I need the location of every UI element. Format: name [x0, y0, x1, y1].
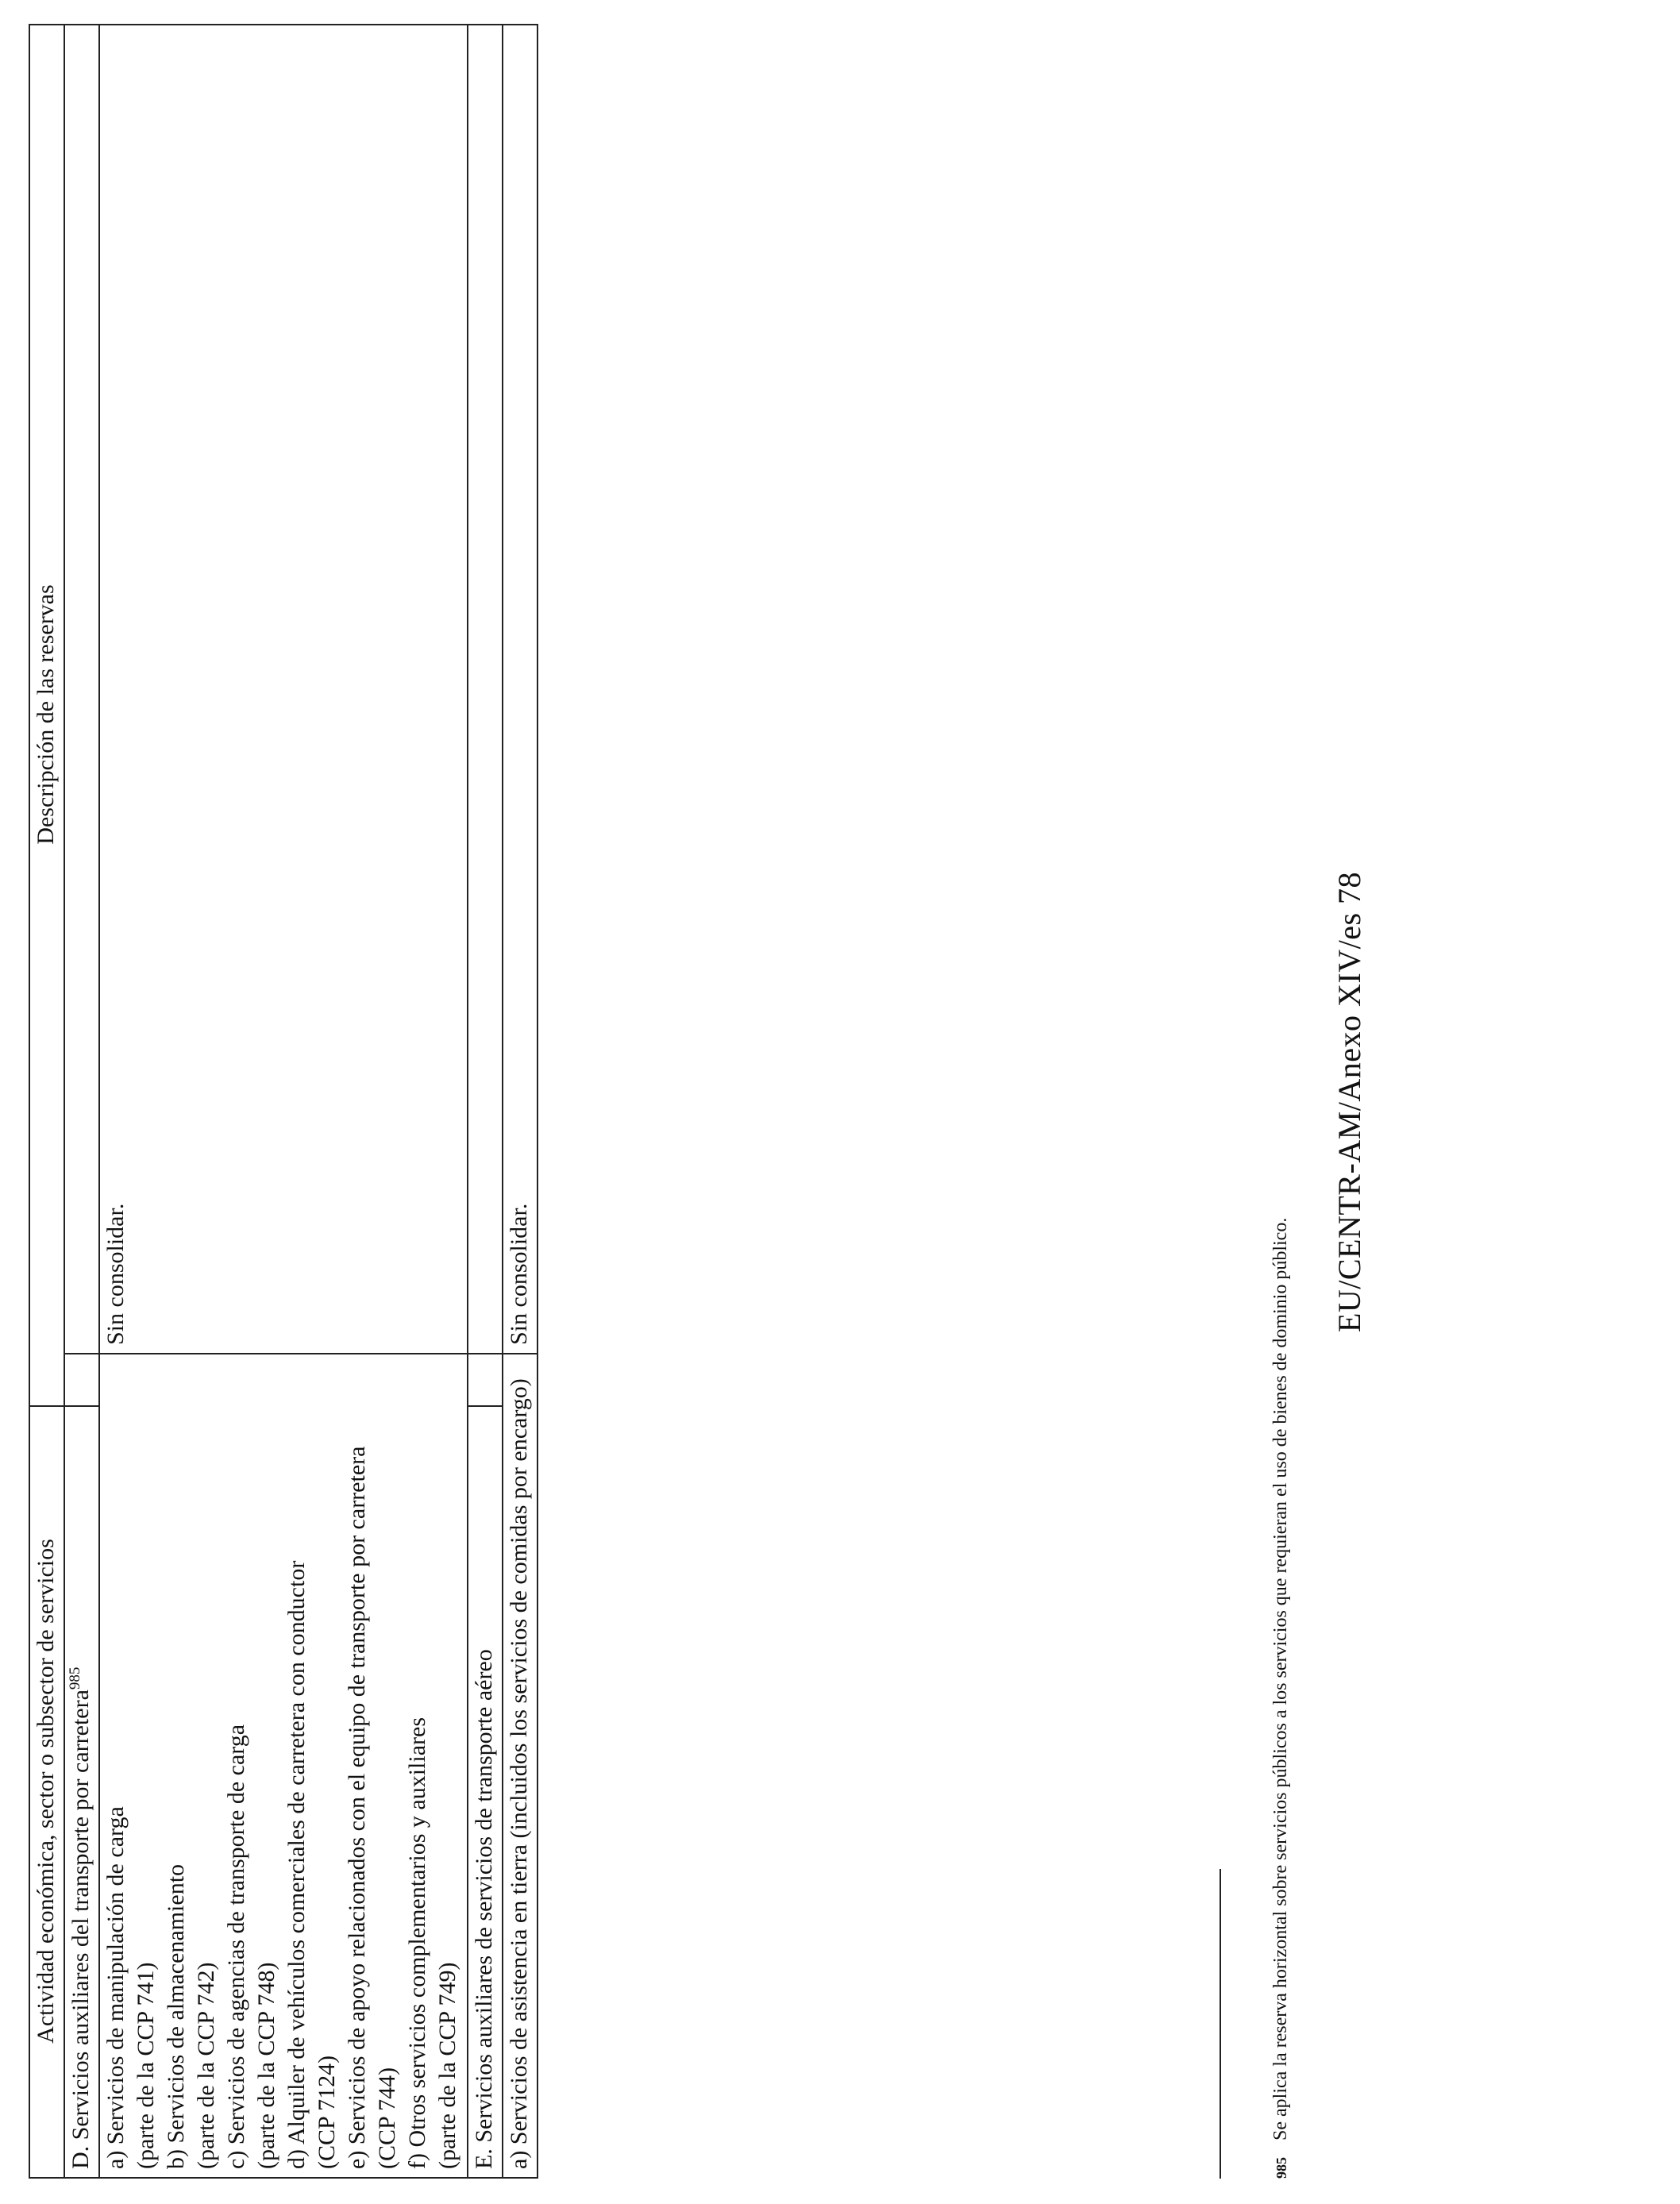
list-item: (CCP 7124) — [314, 2055, 340, 2169]
empty-cell — [64, 1354, 99, 1406]
table-header-row — [29, 25, 64, 2178]
section-d-items-row — [99, 25, 468, 2178]
column-header-activity: Actividad económica, sector o subsector de servicios — [29, 1406, 64, 2178]
column-header-description: Descripción de las reservas — [29, 25, 64, 1406]
section-e-reservation: Sin consolidar. — [503, 25, 538, 1354]
section-d-items — [99, 1354, 468, 2178]
reservations-table — [29, 24, 538, 2179]
footnote — [1270, 1218, 1292, 2179]
section-d-title-row — [64, 25, 99, 2178]
list-item: (parte de la CCP 742) — [193, 1962, 219, 2169]
list-item: f) Otros servicios complementarios y auxiliares — [404, 1717, 430, 2169]
footnote-text: Se aplica la reserva horizontal sobre servicios públicos a los servicios que requieran el uso de bienes de dominio público. — [1270, 1217, 1291, 2140]
list-item: e) Servicios de apoyo relacionados con el equipo de transporte por carretera — [344, 1446, 370, 2169]
list-item: a) Servicios de manipulación de carga — [102, 1806, 129, 2169]
footnote-ref: 985 — [67, 1666, 83, 1690]
section-e-title: E. Servicios auxiliares de servicios de transporte aéreo — [468, 1406, 503, 2178]
section-d-title — [64, 1406, 99, 2178]
list-item: (parte de la CCP 748) — [253, 1962, 279, 2169]
list-item: b) Servicios de almacenamiento — [163, 1863, 189, 2169]
list-item: (parte de la CCP 741) — [133, 1962, 159, 2169]
list-item: (CCP 744) — [374, 2067, 400, 2169]
section-e-item: a) Servicios de asistencia en tierra (incluidos los servicios de comidas por encargo) — [503, 1354, 538, 2178]
section-d-title-text: D. Servicios auxiliares del transporte por carretera — [67, 1690, 94, 2169]
footnote-number: 985 — [1273, 2157, 1289, 2179]
empty-cell — [64, 25, 99, 1354]
empty-cell — [468, 1354, 503, 1406]
footnote-separator — [1220, 1869, 1221, 2179]
list-item: (parte de la CCP 749) — [434, 1962, 460, 2169]
list-item: c) Servicios de agencias de transporte de carga — [223, 1724, 249, 2169]
section-e-title-row — [468, 25, 503, 2178]
list-item: d) Alquiler de vehículos comerciales de carretera con conductor — [283, 1560, 310, 2169]
section-d-reservation: Sin consolidar. — [99, 25, 468, 1354]
section-e-items-row — [503, 25, 538, 2178]
page-reference: EU/CENTR-AM/Anexo XIV/es 78 — [1331, 871, 1367, 1333]
empty-cell — [468, 25, 503, 1354]
